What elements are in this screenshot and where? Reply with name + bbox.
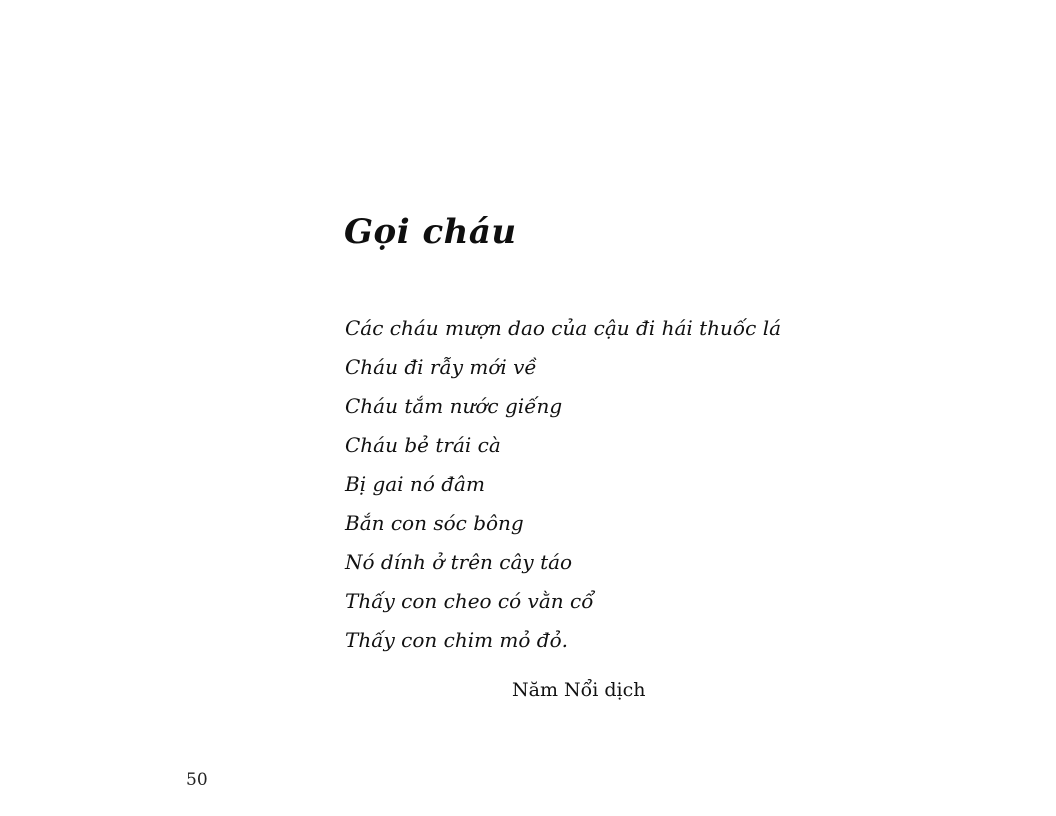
poem-line: Cháu tắm nước giếng (345, 394, 563, 418)
poem-title: Gọi cháu (344, 212, 517, 252)
poem-line: Bắn con sóc bông (345, 511, 524, 535)
translator-attribution: Năm Nổi dịch (512, 679, 646, 701)
poem-line: Các cháu mượn dao của cậu đi hái thuốc lá (345, 316, 782, 340)
poem-line: Nó dính ở trên cây táo (345, 550, 573, 574)
poem-body (345, 309, 781, 660)
poem-line: Bị gai nó đâm (345, 472, 485, 496)
poem-line: Thấy con chim mỏ đỏ. (345, 628, 568, 652)
page-number: 50 (186, 770, 208, 790)
poem-line: Thấy con cheo có vằn cổ (345, 589, 594, 613)
poem-line: Cháu đi rẫy mới về (345, 355, 537, 379)
poem-line: Cháu bẻ trái cà (345, 433, 501, 457)
